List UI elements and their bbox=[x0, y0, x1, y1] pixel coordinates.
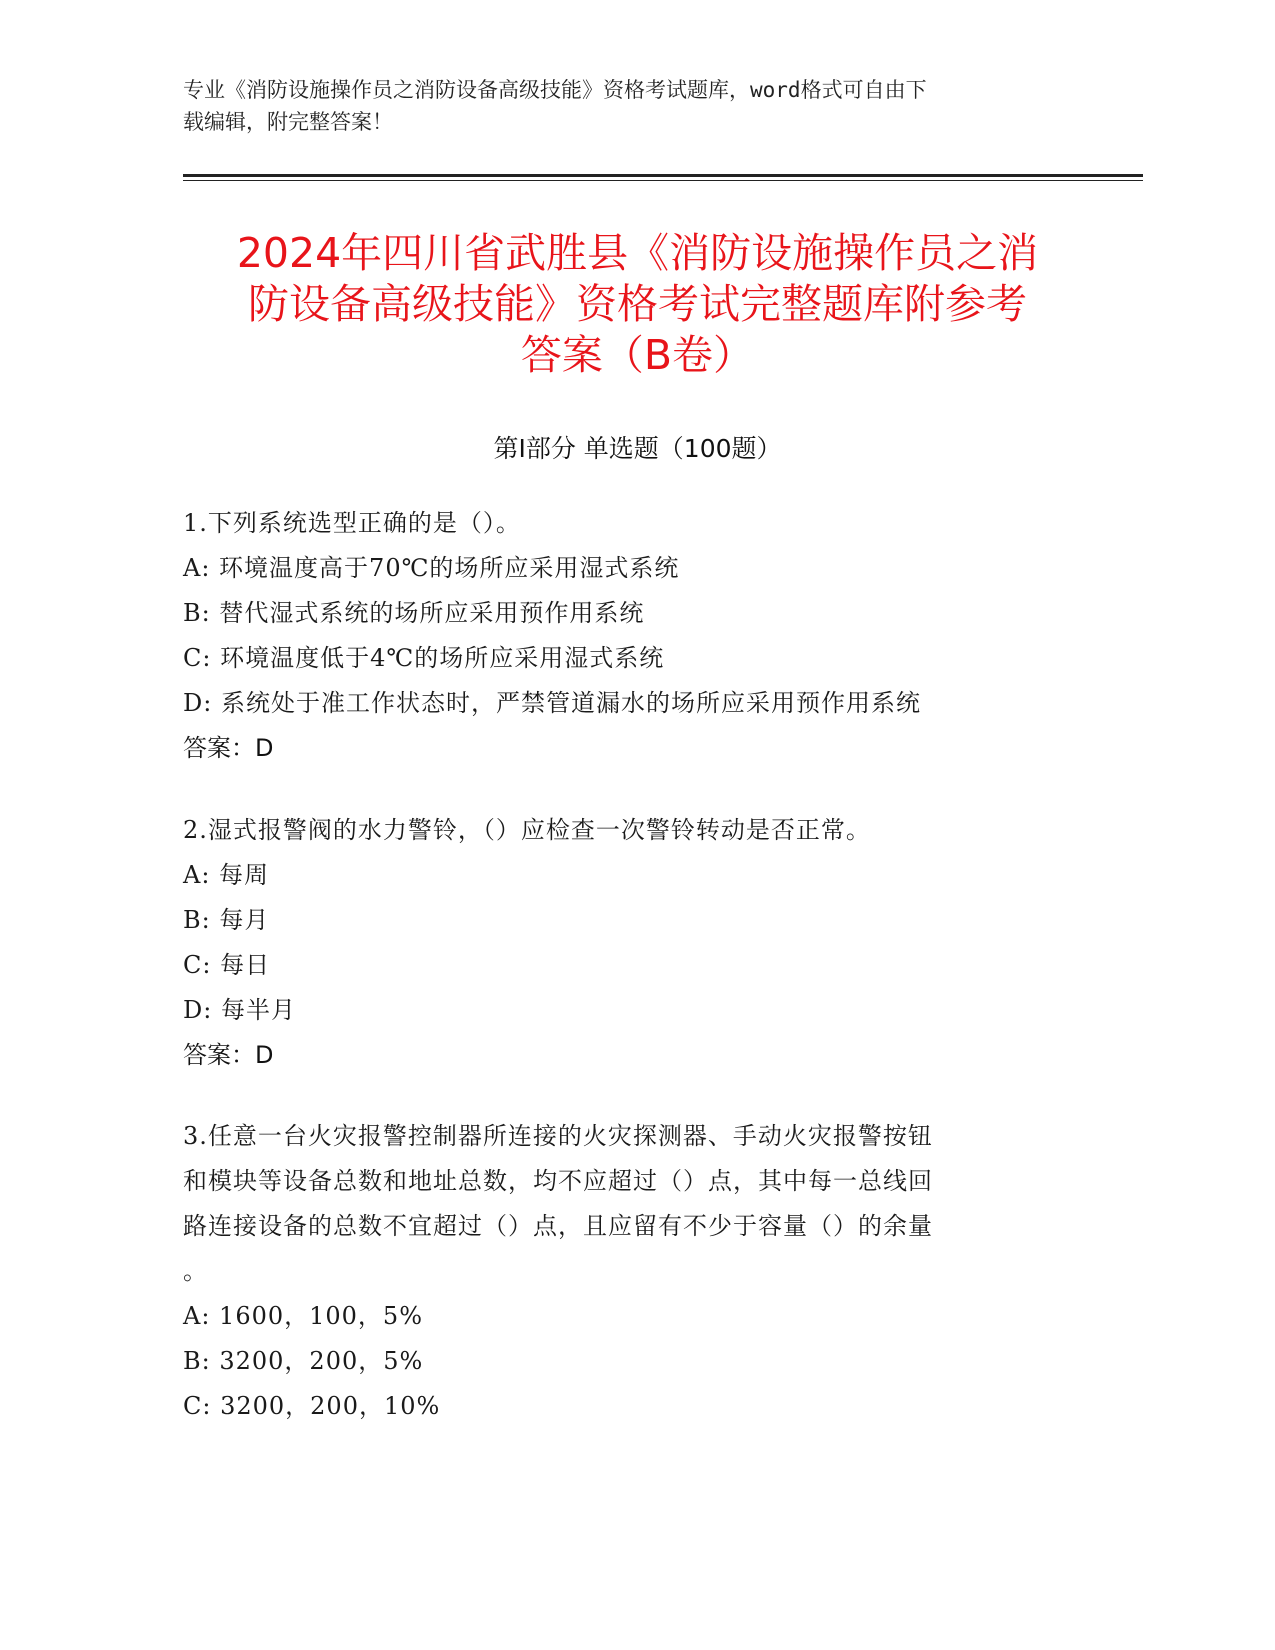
option-a: A: 每周 bbox=[183, 861, 270, 889]
header-note-line-1: 专业《消防设施操作员之消防设备高级技能》资格考试题库，word格式可自由下 bbox=[183, 78, 927, 102]
option-c: C: 环境温度低于4℃的场所应采用湿式系统 bbox=[183, 644, 665, 672]
option-a: A: 1600，100，5% bbox=[183, 1302, 424, 1330]
document-title bbox=[180, 228, 1095, 381]
question-stem-line-4: 。 bbox=[183, 1257, 208, 1285]
option-b: B: 每月 bbox=[183, 906, 270, 934]
section-heading: 第Ⅰ部分 单选题（100题） bbox=[493, 434, 782, 463]
header-note bbox=[183, 74, 1083, 138]
option-b: B: 3200，200，5% bbox=[183, 1347, 424, 1375]
question-stem-line-1: 3.任意一台火灾报警控制器所连接的火灾探测器、手动火灾报警按钮 bbox=[183, 1122, 933, 1150]
question-stem: 1.下列系统选型正确的是（）。 bbox=[183, 509, 521, 537]
option-c: C: 3200，200，10% bbox=[183, 1392, 441, 1420]
option-c: C: 每日 bbox=[183, 951, 271, 979]
option-d: D: 系统处于准工作状态时，严禁管道漏水的场所应采用预作用系统 bbox=[183, 689, 921, 717]
header-divider-thin bbox=[183, 180, 1143, 181]
question-stem-line-3: 路连接设备的总数不宜超过（）点，且应留有不少于容量（）的余量 bbox=[183, 1212, 933, 1240]
answer-key: 答案：D bbox=[183, 1041, 274, 1069]
option-a: A: 环境温度高于70℃的场所应采用湿式系统 bbox=[183, 554, 680, 582]
option-b: B: 替代湿式系统的场所应采用预作用系统 bbox=[183, 599, 645, 627]
document-title-line-3: 答案（B卷） bbox=[520, 331, 755, 379]
header-divider-thick bbox=[183, 174, 1143, 177]
question-1 bbox=[183, 501, 1083, 771]
question-2 bbox=[183, 808, 1083, 1078]
document-title-line-1: 2024年四川省武胜县《消防设施操作员之消 bbox=[236, 229, 1039, 277]
header-note-line-2: 载编辑，附完整答案！ bbox=[183, 110, 393, 134]
option-d: D: 每半月 bbox=[183, 996, 296, 1024]
question-stem-line-2: 和模块等设备总数和地址总数，均不应超过（）点，其中每一总线回 bbox=[183, 1167, 933, 1195]
question-stem: 2.湿式报警阀的水力警铃，（）应检查一次警铃转动是否正常。 bbox=[183, 816, 871, 844]
answer-key: 答案：D bbox=[183, 734, 274, 762]
question-3 bbox=[183, 1114, 1083, 1429]
document-title-line-2: 防设备高级技能》资格考试完整题库附参考 bbox=[248, 280, 1027, 328]
